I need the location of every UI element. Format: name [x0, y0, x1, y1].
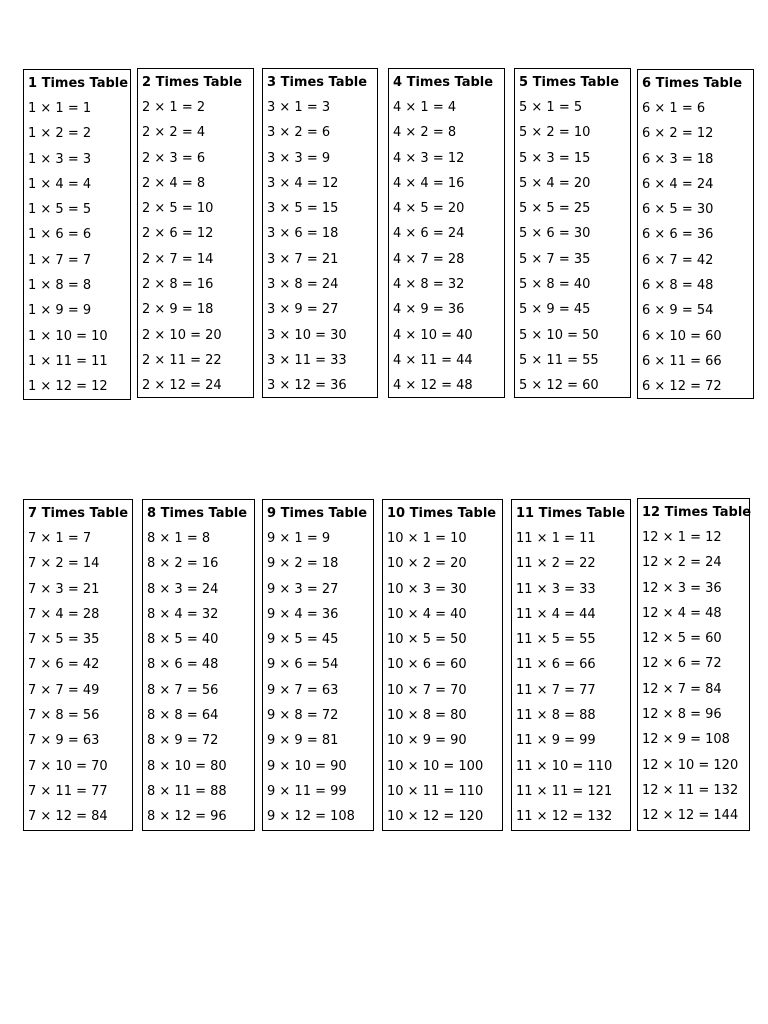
table-row: 12 × 5 = 60	[642, 631, 722, 647]
table-title: 10 Times Table	[387, 506, 497, 521]
table-row: 2 × 3 = 6	[142, 150, 206, 166]
table-row: 5 × 8 = 40	[519, 277, 591, 293]
table-row: 2 × 8 = 16	[142, 277, 214, 293]
table-row: 7 × 1 = 7	[28, 531, 92, 546]
table-row: 6 × 8 = 48	[642, 278, 714, 294]
table-row: 1 × 3 = 3	[28, 151, 92, 167]
table-row: 4 × 6 = 24	[393, 226, 465, 242]
table-row: 8 × 3 = 24	[147, 581, 219, 597]
table-row: 7 × 2 = 14	[28, 556, 100, 572]
table-row: 7 × 11 = 77	[28, 783, 108, 799]
times-table-6	[637, 69, 754, 399]
table-row: 5 × 7 = 35	[519, 251, 591, 267]
table-row: 4 × 4 = 16	[393, 175, 465, 191]
table-row: 11 × 10 = 110	[516, 758, 613, 774]
table-title: 7 Times Table	[28, 506, 129, 521]
table-title: 12 Times Table	[642, 505, 752, 520]
table-row: 2 × 5 = 10	[142, 201, 214, 217]
table-row: 10 × 2 = 20	[387, 556, 467, 572]
table-title: 5 Times Table	[519, 75, 620, 90]
table-row: 2 × 4 = 8	[142, 175, 206, 191]
table-row: 12 × 6 = 72	[642, 656, 722, 672]
table-row: 9 × 4 = 36	[267, 606, 339, 622]
table-row: 2 × 11 = 22	[142, 352, 222, 368]
table-title: 6 Times Table	[642, 76, 743, 91]
table-row: 4 × 10 = 40	[393, 327, 473, 343]
table-row: 4 × 7 = 28	[393, 251, 465, 267]
table-row: 8 × 7 = 56	[147, 682, 219, 698]
table-row: 9 × 7 = 63	[267, 682, 339, 698]
table-row: 7 × 8 = 56	[28, 708, 100, 724]
table-row: 5 × 6 = 30	[519, 226, 591, 242]
table-row: 11 × 6 = 66	[516, 657, 596, 673]
table-row: 3 × 2 = 6	[267, 125, 331, 141]
times-table-5	[514, 68, 631, 398]
table-row: 2 × 12 = 24	[142, 378, 222, 394]
table-row: 8 × 8 = 64	[147, 708, 219, 724]
table-row: 1 × 1 = 1	[28, 101, 92, 116]
table-row: 1 × 11 = 11	[28, 353, 108, 369]
times-table-10	[382, 499, 503, 831]
table-row: 6 × 7 = 42	[642, 252, 714, 268]
table-row: 12 × 3 = 36	[642, 580, 722, 596]
table-row: 10 × 4 = 40	[387, 606, 467, 622]
table-row: 9 × 10 = 90	[267, 758, 347, 774]
table-row: 8 × 4 = 32	[147, 606, 219, 622]
table-row: 10 × 3 = 30	[387, 581, 467, 597]
table-title: 9 Times Table	[267, 506, 368, 521]
table-row: 7 × 10 = 70	[28, 758, 108, 774]
table-row: 6 × 12 = 72	[642, 379, 722, 395]
table-row: 3 × 11 = 33	[267, 352, 347, 368]
table-title: 1 Times Table	[28, 76, 129, 91]
table-row: 3 × 3 = 9	[267, 150, 331, 166]
table-row: 9 × 12 = 108	[267, 809, 355, 825]
table-row: 8 × 11 = 88	[147, 783, 227, 799]
table-row: 1 × 12 = 12	[28, 379, 108, 395]
table-row: 6 × 11 = 66	[642, 353, 722, 369]
table-row: 12 × 1 = 12	[642, 530, 722, 545]
table-row: 10 × 6 = 60	[387, 657, 467, 673]
table-row: 2 × 1 = 2	[142, 100, 206, 115]
table-title: 8 Times Table	[147, 506, 248, 521]
times-table-9	[262, 499, 374, 831]
table-row: 8 × 1 = 8	[147, 531, 211, 546]
table-row: 9 × 1 = 9	[267, 531, 331, 546]
table-row: 6 × 3 = 18	[642, 151, 714, 167]
table-row: 4 × 1 = 4	[393, 100, 457, 115]
table-row: 4 × 3 = 12	[393, 150, 465, 166]
table-row: 1 × 5 = 5	[28, 202, 92, 218]
table-row: 10 × 10 = 100	[387, 758, 484, 774]
times-table-2	[137, 68, 254, 398]
table-row: 12 × 4 = 48	[642, 605, 722, 621]
table-row: 12 × 11 = 132	[642, 782, 739, 798]
table-row: 5 × 1 = 5	[519, 100, 583, 115]
table-row: 5 × 10 = 50	[519, 327, 599, 343]
table-row: 7 × 9 = 63	[28, 733, 100, 749]
table-row: 1 × 2 = 2	[28, 126, 92, 142]
table-row: 10 × 9 = 90	[387, 733, 467, 749]
table-row: 3 × 5 = 15	[267, 201, 339, 217]
table-row: 5 × 2 = 10	[519, 125, 591, 141]
table-row: 1 × 9 = 9	[28, 303, 92, 319]
table-row: 10 × 11 = 110	[387, 783, 484, 799]
table-row: 7 × 3 = 21	[28, 581, 100, 597]
table-row: 9 × 9 = 81	[267, 733, 339, 749]
table-title: 3 Times Table	[267, 75, 368, 90]
table-row: 11 × 5 = 55	[516, 632, 596, 648]
table-row: 11 × 9 = 99	[516, 733, 596, 749]
table-row: 4 × 2 = 8	[393, 125, 457, 141]
table-row: 9 × 5 = 45	[267, 632, 339, 648]
table-row: 8 × 10 = 80	[147, 758, 227, 774]
table-row: 8 × 9 = 72	[147, 733, 219, 749]
table-row: 5 × 5 = 25	[519, 201, 591, 217]
table-row: 9 × 3 = 27	[267, 581, 339, 597]
table-row: 1 × 8 = 8	[28, 278, 92, 294]
table-row: 4 × 5 = 20	[393, 201, 465, 217]
table-row: 7 × 7 = 49	[28, 682, 100, 698]
table-row: 10 × 8 = 80	[387, 708, 467, 724]
table-row: 12 × 2 = 24	[642, 555, 722, 571]
table-row: 3 × 1 = 3	[267, 100, 331, 115]
table-row: 5 × 4 = 20	[519, 175, 591, 191]
table-row: 2 × 2 = 4	[142, 125, 206, 141]
times-table-7	[23, 499, 133, 831]
table-row: 12 × 8 = 96	[642, 707, 722, 723]
table-row: 4 × 11 = 44	[393, 352, 473, 368]
table-row: 9 × 8 = 72	[267, 708, 339, 724]
times-table-8	[142, 499, 255, 831]
table-row: 9 × 11 = 99	[267, 783, 347, 799]
table-title: 11 Times Table	[516, 506, 626, 521]
table-row: 10 × 12 = 120	[387, 809, 484, 825]
table-row: 4 × 12 = 48	[393, 378, 473, 394]
table-row: 10 × 5 = 50	[387, 632, 467, 648]
table-row: 3 × 4 = 12	[267, 175, 339, 191]
table-row: 7 × 6 = 42	[28, 657, 100, 673]
table-row: 5 × 9 = 45	[519, 302, 591, 318]
table-row: 4 × 9 = 36	[393, 302, 465, 318]
table-row: 2 × 9 = 18	[142, 302, 214, 318]
table-row: 8 × 12 = 96	[147, 809, 227, 825]
table-row: 3 × 12 = 36	[267, 378, 347, 394]
table-row: 11 × 1 = 11	[516, 531, 596, 546]
table-row: 7 × 4 = 28	[28, 606, 100, 622]
table-row: 11 × 8 = 88	[516, 708, 596, 724]
table-row: 6 × 5 = 30	[642, 202, 714, 218]
table-row: 12 × 12 = 144	[642, 808, 739, 824]
table-row: 6 × 10 = 60	[642, 328, 722, 344]
table-row: 5 × 12 = 60	[519, 378, 599, 394]
table-row: 5 × 3 = 15	[519, 150, 591, 166]
table-row: 3 × 7 = 21	[267, 251, 339, 267]
table-title: 4 Times Table	[393, 75, 494, 90]
table-row: 4 × 8 = 32	[393, 277, 465, 293]
table-row: 6 × 2 = 12	[642, 126, 714, 142]
table-row: 2 × 10 = 20	[142, 327, 222, 343]
table-row: 12 × 7 = 84	[642, 681, 722, 697]
table-row: 6 × 9 = 54	[642, 303, 714, 319]
table-row: 2 × 6 = 12	[142, 226, 214, 242]
table-row: 9 × 2 = 18	[267, 556, 339, 572]
times-table-1	[23, 69, 131, 400]
table-row: 1 × 4 = 4	[28, 176, 92, 192]
times-table-12	[637, 498, 750, 831]
table-row: 11 × 3 = 33	[516, 581, 596, 597]
table-row: 6 × 1 = 6	[642, 101, 706, 116]
table-row: 2 × 7 = 14	[142, 251, 214, 267]
table-row: 3 × 9 = 27	[267, 302, 339, 318]
table-row: 11 × 7 = 77	[516, 682, 596, 698]
table-row: 5 × 11 = 55	[519, 352, 599, 368]
table-row: 6 × 4 = 24	[642, 176, 714, 192]
table-row: 10 × 1 = 10	[387, 531, 467, 546]
table-row: 3 × 10 = 30	[267, 327, 347, 343]
table-row: 11 × 11 = 121	[516, 783, 613, 799]
table-row: 1 × 7 = 7	[28, 252, 92, 268]
table-row: 9 × 6 = 54	[267, 657, 339, 673]
table-row: 11 × 12 = 132	[516, 809, 613, 825]
table-row: 8 × 2 = 16	[147, 556, 219, 572]
table-row: 3 × 6 = 18	[267, 226, 339, 242]
table-row: 8 × 5 = 40	[147, 632, 219, 648]
table-row: 11 × 4 = 44	[516, 606, 596, 622]
table-row: 10 × 7 = 70	[387, 682, 467, 698]
table-row: 1 × 10 = 10	[28, 328, 108, 344]
times-table-4	[388, 68, 505, 398]
table-row: 12 × 10 = 120	[642, 757, 739, 773]
table-row: 6 × 6 = 36	[642, 227, 714, 243]
table-row: 7 × 5 = 35	[28, 632, 100, 648]
table-title: 2 Times Table	[142, 75, 243, 90]
times-table-3	[262, 68, 378, 398]
table-row: 7 × 12 = 84	[28, 809, 108, 825]
table-row: 12 × 9 = 108	[642, 732, 730, 748]
table-row: 11 × 2 = 22	[516, 556, 596, 572]
table-row: 3 × 8 = 24	[267, 277, 339, 293]
table-row: 8 × 6 = 48	[147, 657, 219, 673]
table-row: 1 × 6 = 6	[28, 227, 92, 243]
times-table-11	[511, 499, 631, 831]
